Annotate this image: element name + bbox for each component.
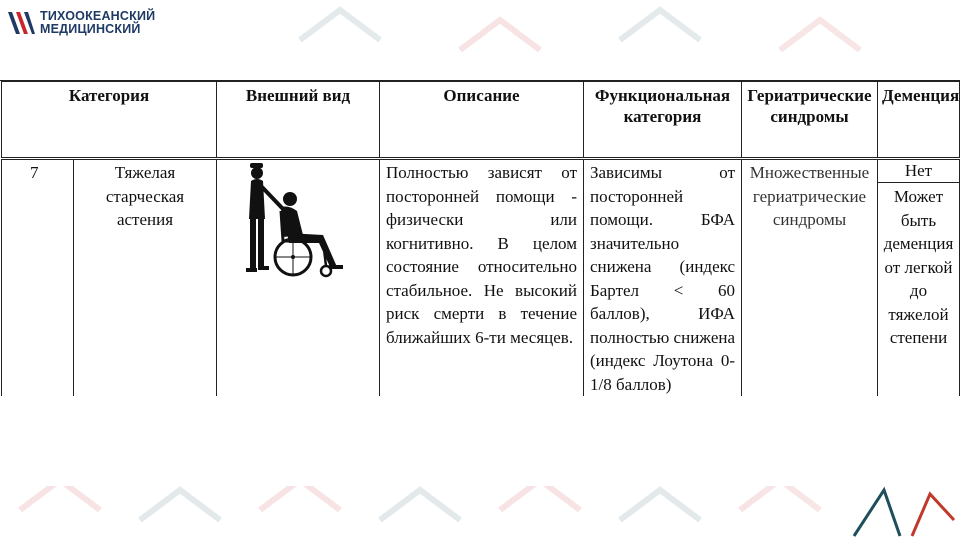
header-functional: Функциональная категория <box>584 82 742 159</box>
header-dementia: Деменция <box>878 82 960 159</box>
document-table-region <box>0 80 960 486</box>
logo <box>6 6 155 40</box>
row-description: Полностью зависят от посторонней помощи - физически или когнитивно. В целом состояние относительно стабильное. Не высокий риск смерти в течение ближайших 6-ти месяцев. <box>380 160 584 396</box>
logo-line-1: ТИХООКЕАНСКИЙ <box>40 9 156 23</box>
wheelchair-caregiver-icon <box>243 163 353 281</box>
header-description: Описание <box>380 82 584 159</box>
row-functional: Зависимы от посторонней помощи. БФА значительно снижена (индекс Бартел < 60 баллов), ИФА полностью снижена (индекс Лоутона 0-1/8 баллов) <box>584 160 742 396</box>
row-number: 7 <box>2 160 74 396</box>
table-row <box>2 160 960 396</box>
header-geriatric: Гериатрические синдромы <box>742 82 878 159</box>
row-appearance <box>217 160 380 396</box>
medical-university-logo-icon <box>6 8 36 38</box>
logo-text <box>40 10 155 36</box>
header-category: Категория <box>2 82 217 159</box>
row-dementia <box>878 160 960 396</box>
frailty-table <box>1 81 960 396</box>
row-geriatric: Множественные гериатрические синдромы <box>742 160 878 396</box>
dementia-no: Нет <box>878 160 959 183</box>
table-header-row <box>2 82 960 159</box>
logo-line-2: МЕДИЦИНСКИЙ <box>40 22 141 36</box>
row-category: Тяжелая старческая астения <box>74 160 217 396</box>
dementia-maybe: Может быть деменция от легкой до тяжелой степени <box>883 187 954 347</box>
corner-lines-icon <box>850 480 960 540</box>
header-appearance: Внешний вид <box>217 82 380 159</box>
